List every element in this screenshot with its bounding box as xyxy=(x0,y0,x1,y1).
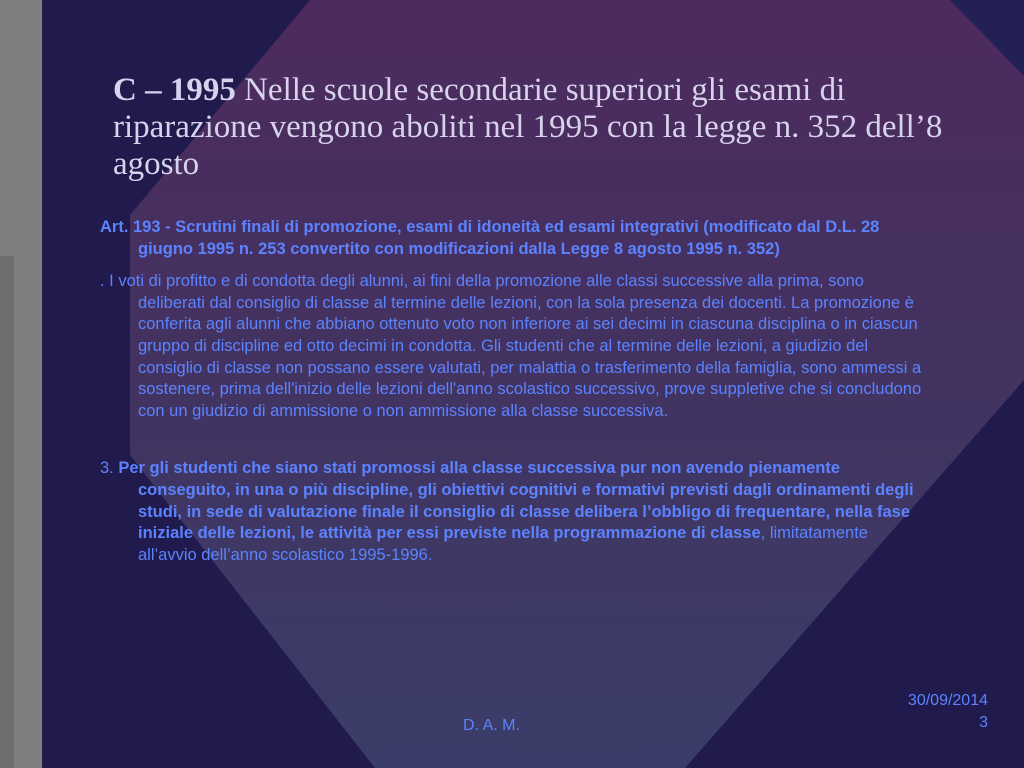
title-year: C – 1995 xyxy=(113,72,236,108)
title-text: Nelle scuole secondarie superiori gli esami di riparazione vengono aboliti nel 1995 con la legge n. 352 dell’8 agosto xyxy=(113,72,943,182)
slide-body xyxy=(100,217,930,566)
article-heading xyxy=(100,217,930,260)
left-sidebar-notch xyxy=(0,256,14,768)
left-sidebar-bar xyxy=(0,0,42,768)
paragraph-rest-text: , limitatamente all’avvio dell’anno scolastico 1995-1996. xyxy=(138,524,868,564)
article-heading-text: Art. 193 - Scrutini finali di promozione, esami di idoneità ed esami integrativi (modificato dal D.L. 28 giugno 1995 n. 253 convertito con modificazioni dalla Legge 8 agosto 1995 n. 352) xyxy=(100,218,880,258)
paragraph-number: 3. xyxy=(100,459,114,478)
article-paragraph-2 xyxy=(100,458,930,566)
paragraph-bold-text: Per gli studenti che siano stati promossi alla classe successiva pur non avendo pienamente conseguito, in una o più discipline, gli obiettivi cognitivi e formativi previsti dagli ordinamenti degli studi, in sede di valutazione finale il consiglio di classe delibera l’obbligo di frequentare, nella fase iniziale delle lezioni, le attività per essi previste nella programmazione di classe xyxy=(118,459,914,543)
footer-date-page xyxy=(800,690,988,734)
footer-author: D. A. M. xyxy=(463,717,520,734)
article-paragraph-1: . I voti di profitto e di condotta degli alunni, ai fini della promozione alle classi successive alla prima, sono deliberati dal consiglio di classe al termine delle lezioni, con la sola presenza dei docenti. La promozione è conferita agli alunni che abbiano ottenuto voto non inferiore ai sei decimi in ciascuna disciplina o in ciascun gruppo di discipline ed otto decimi in condotta. Gli studenti che al termine delle lezioni, a giudizio del consiglio di classe non possano essere valutati, per malattia o trasferimento della famiglia, sono ammessi a sostenere, prima dell'inizio delle lezioni dell'anno scolastico successivo, prove suppletive che si concludono con un giudizio di ammissione o non ammissione alla classe successiva. xyxy=(100,272,922,420)
footer-page-number: 3 xyxy=(979,714,988,731)
slide-title xyxy=(113,72,963,183)
footer-date: 30/09/2014 xyxy=(907,692,988,709)
